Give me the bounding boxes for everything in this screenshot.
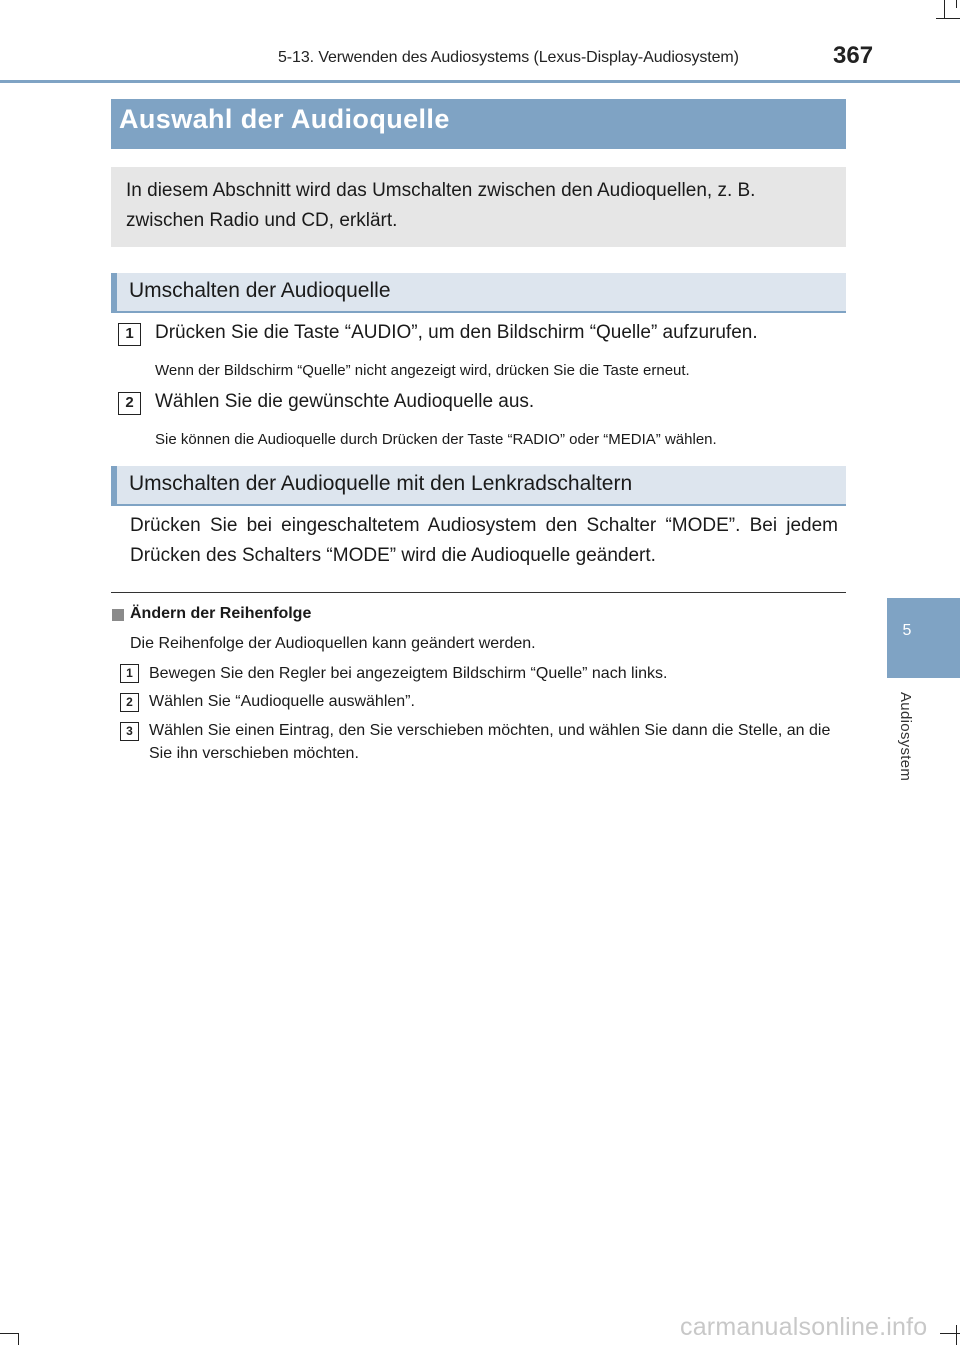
section-paragraph: Drücken Sie bei eingeschaltetem Audiosystem den Schalter “MODE”. Bei jedem Drücken des Schalters “MODE” wird die Audioquelle geändert. (130, 515, 838, 566)
step-badge: 2 (118, 392, 141, 415)
crop-mark (940, 1333, 960, 1334)
square-bullet-icon (112, 609, 124, 621)
info-step-text: Wählen Sie einen Eintrag, den Sie verschieben möchten, und wählen Sie dann die Stelle, an die Sie ihn verschieben möchten. (149, 722, 831, 762)
step-text: Wählen Sie die gewünschte Audioquelle aus. (155, 391, 535, 412)
info-step-text: Wählen Sie “Audioquelle auswählen”. (149, 693, 415, 710)
section-heading: Umschalten der Audioquelle mit den Lenkradschaltern (129, 472, 633, 495)
info-step-text: Bewegen Sie den Regler bei angezeigtem Bildschirm “Quelle” nach links. (149, 665, 668, 682)
crop-mark (956, 1325, 957, 1345)
step-badge: 2 (120, 693, 139, 712)
crop-mark (936, 18, 960, 19)
info-title: Ändern der Reihenfolge (130, 605, 312, 622)
step-badge: 1 (118, 323, 141, 346)
step-note: Wenn der Bildschirm “Quelle” nicht angezeigt wird, drücken Sie die Taste erneut. (155, 362, 690, 379)
page-number: 367 (833, 42, 874, 69)
crop-mark (18, 1333, 19, 1345)
crop-mark (956, 0, 957, 8)
page-title: Auswahl der Audioquelle (119, 104, 450, 134)
step-text: Drücken Sie die Taste “AUDIO”, um den Bildschirm “Quelle” aufzurufen. (155, 322, 758, 343)
intro-text: In diesem Abschnitt wird das Umschalten zwischen den Audioquellen, z. B. zwischen Radio und CD, erklärt. (126, 180, 756, 231)
crop-mark (944, 0, 945, 18)
info-description: Die Reihenfolge der Audioquellen kann geändert werden. (130, 635, 536, 652)
header-rule (0, 80, 960, 83)
running-header: 5-13. Verwenden des Audiosystems (Lexus-Display-Audiosystem) (278, 49, 739, 66)
crop-mark (0, 1333, 18, 1334)
step-badge: 1 (120, 664, 139, 683)
step-note: Sie können die Audioquelle durch Drücken der Taste “RADIO” oder “MEDIA” wählen. (155, 431, 717, 448)
chapter-label: Audiosystem (897, 692, 914, 782)
step-badge: 3 (120, 722, 139, 741)
watermark: carmanualsonline.info (680, 1313, 928, 1341)
divider (111, 592, 846, 593)
chapter-number: 5 (902, 622, 912, 639)
section-heading: Umschalten der Audioquelle (129, 279, 391, 302)
